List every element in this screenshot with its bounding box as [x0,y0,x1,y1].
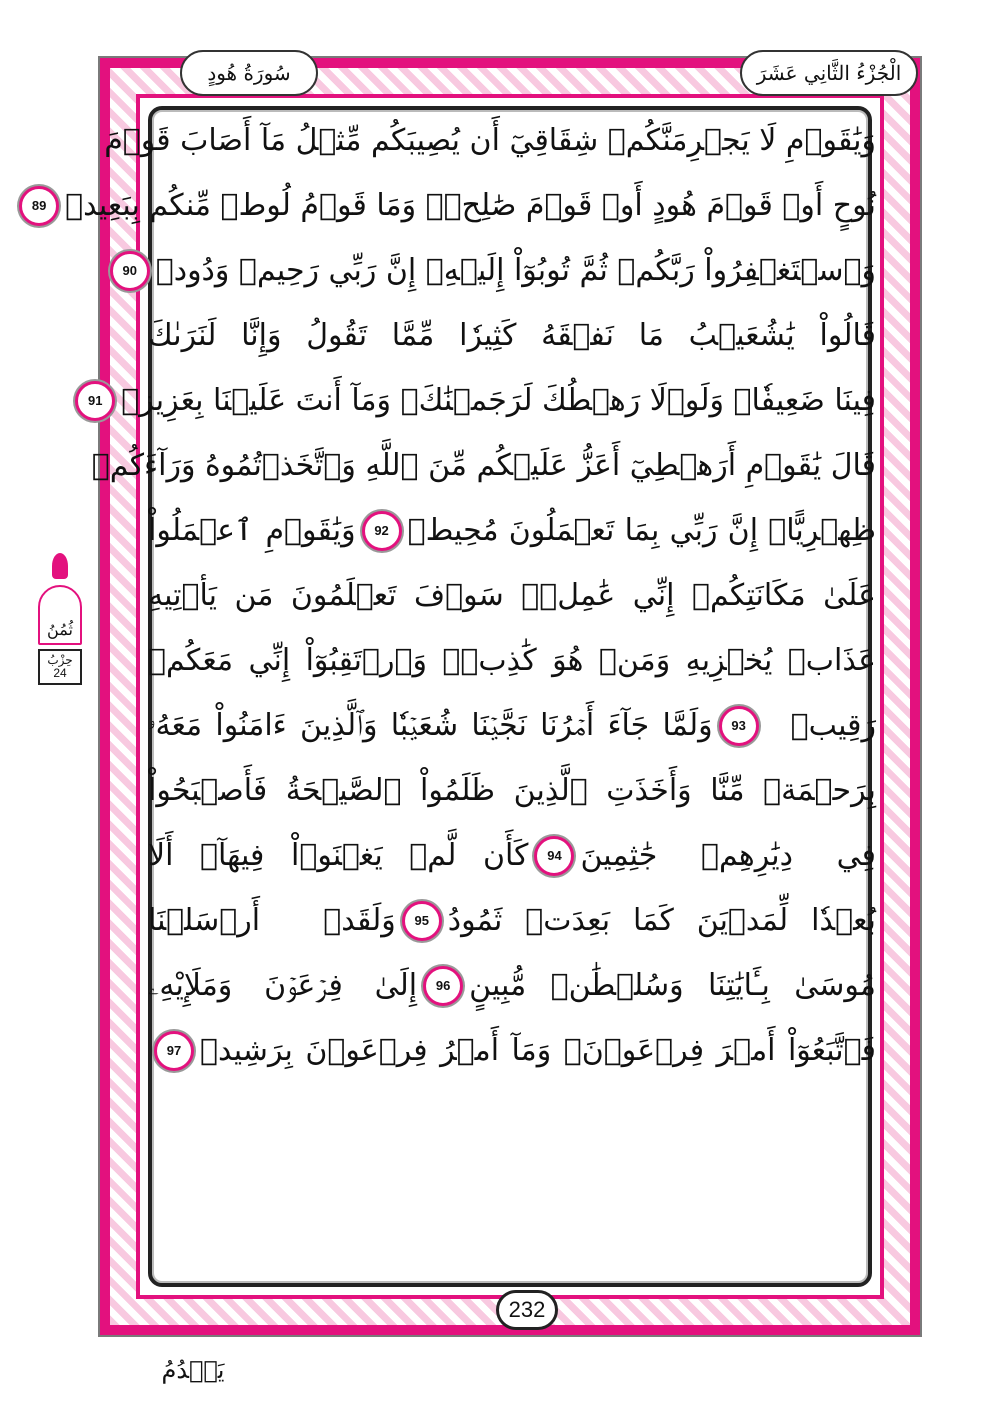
verse-text: عَذَابٞ يُخۡزِيهِ وَمَنۡ هُوَ كَٰذِبٞۖ وَٱرۡتَقِبُوٓاْ إِنِّي مَعَكُمۡ [148,643,876,678]
verse-line [122,238,876,303]
verse-text: بِرَحۡمَةٖ مِّنَّا وَأَخَذَتِ ٱلَّذِينَ ظَلَمُواْ ٱلصَّيۡحَةُ فَأَصۡبَحُواْ [148,773,876,808]
verse-line [148,1018,876,1083]
verse-text: فِي دِيَٰرِهِمۡ جَٰثِمِينَ [580,838,876,873]
verse-line [148,823,876,888]
verse-text: قَالُواْ يَٰشُعَيۡبُ مَا نَفۡقَهُ كَثِيرٗا مِّمَّا تَقُولُ وَإِنَّا لَنَرَىٰكَ [148,318,876,353]
verse-text-continued: وَلَقَدۡ أَرۡسَلۡنَا [147,903,396,938]
ayah-number-marker: 89 [19,186,59,226]
verse-line [148,628,876,693]
ayah-number-marker: 91 [75,381,115,421]
page-number-text: 232 [508,1297,546,1322]
verse-text-continued: وَلَمَّا جَآءَ أَمۡرُنَا نَجَّيۡنَا شُعَيۡبٗا وَٱلَّذِينَ ءَامَنُواْ مَعَهُۥ [147,708,713,743]
verse-text: قَالَ يَٰقَوۡمِ أَرَهۡطِيٓ أَعَزُّ عَلَيۡكُم مِّنَ ٱللَّهِ وَٱتَّخَذۡتُمُوهُ وَرَآءَكُمۡ [91,448,876,483]
surah-title: سُورَةُ هُودٍ [207,61,291,85]
verse-line [148,953,876,1018]
ayah-number-marker: 97 [154,1031,194,1071]
surah-header [180,50,318,96]
verse-line [104,108,876,173]
verse-text: عَلَىٰ مَكَانَتِكُمۡ إِنِّي عَٰمِلٞۖ سَوۡفَ تَعۡلَمُونَ مَن يَأۡتِيهِ [148,578,876,613]
juz-header [740,50,918,96]
verse-line [91,433,876,498]
ayah-number-marker: 94 [534,836,574,876]
juz-title: الْجُزْءُ الثَّانِي عَشَرَ [756,61,902,85]
verse-text: فِينَا ضَعِيفٗاۖ وَلَوۡلَا رَهۡطُكَ لَرَجَمۡنَٰكَۖ وَمَآ أَنتَ عَلَيۡنَا بِعَزِيزٖ [121,383,876,418]
verse-line [148,758,876,823]
page-number [496,1290,558,1330]
verse-text: رَقِيبٞ [790,708,876,743]
verse-line [88,368,876,433]
ayah-number-marker: 95 [402,901,442,941]
hizb-number: 24 [53,666,67,680]
catchword-text: يَقۡدُمُ [161,1356,225,1384]
verse-text: نُوحٍ أَوۡ قَوۡمَ هُودٍ أَوۡ قَوۡمَ صَٰلِحٖۚ وَمَا قَوۡمُ لُوطٖ مِّنكُم بِبَعِيدٖ [65,188,876,223]
ayah-number-marker: 96 [423,966,463,1006]
marker-finial-icon [52,553,68,579]
ayah-number-marker: 93 [719,706,759,746]
verse-text: مُوسَىٰ بِـَٔايَٰتِنَا وَسُلۡطَٰنٖ مُّبِينٍ [469,968,876,1003]
marker-arch [38,585,82,645]
verse-line [31,173,876,238]
verse-line [148,563,876,628]
hizb-box [38,649,82,685]
verse-line [148,888,876,953]
verse-text-continued: إِلَىٰ فِرۡعَوۡنَ وَمَلَإِيْهِۦ [147,968,418,1003]
verse-text: فَٱتَّبَعُوٓاْ أَمۡرَ فِرۡعَوۡنَۖ وَمَآ أَمۡرُ فِرۡعَوۡنَ بِرَشِيدٖ [200,1033,876,1068]
hizb-word: حِزْبُ [47,653,73,668]
hizb-marker [30,545,90,685]
verse-line [148,498,876,563]
ayah-number-marker: 90 [110,251,150,291]
verse-text: وَيَٰقَوۡمِ لَا يَجۡرِمَنَّكُمۡ شِقَاقِيٓ أَن يُصِيبَكُم مِّثۡلُ مَآ أَصَابَ قَوۡمَ [104,123,876,158]
catchword [148,1345,238,1395]
verse-text: وَٱسۡتَغۡفِرُواْ رَبَّكُمۡ ثُمَّ تُوبُوٓاْ إِلَيۡهِۚ إِنَّ رَبِّي رَحِيمٞ وَدُودٞ [155,253,876,288]
verse-line [148,693,876,758]
ayah-number-marker: 92 [362,511,402,551]
verse-text-continued: كَأَن لَّمۡ يَغۡنَوۡاْ فِيهَآۗ أَلَا [147,838,529,873]
verse-text: بُعۡدٗا لِّمَدۡيَنَ كَمَا بَعِدَتۡ ثَمُودُ [447,903,876,938]
verse-text: ظِهۡرِيًّاۖ إِنَّ رَبِّي بِمَا تَعۡمَلُونَ مُحِيطٞ [407,513,876,548]
thumun-label: ثُمُنُ [47,620,73,639]
verse-text-continued: وَيَٰقَوۡمِ ٱعۡمَلُواْ [147,513,356,548]
verse-line [148,303,876,368]
